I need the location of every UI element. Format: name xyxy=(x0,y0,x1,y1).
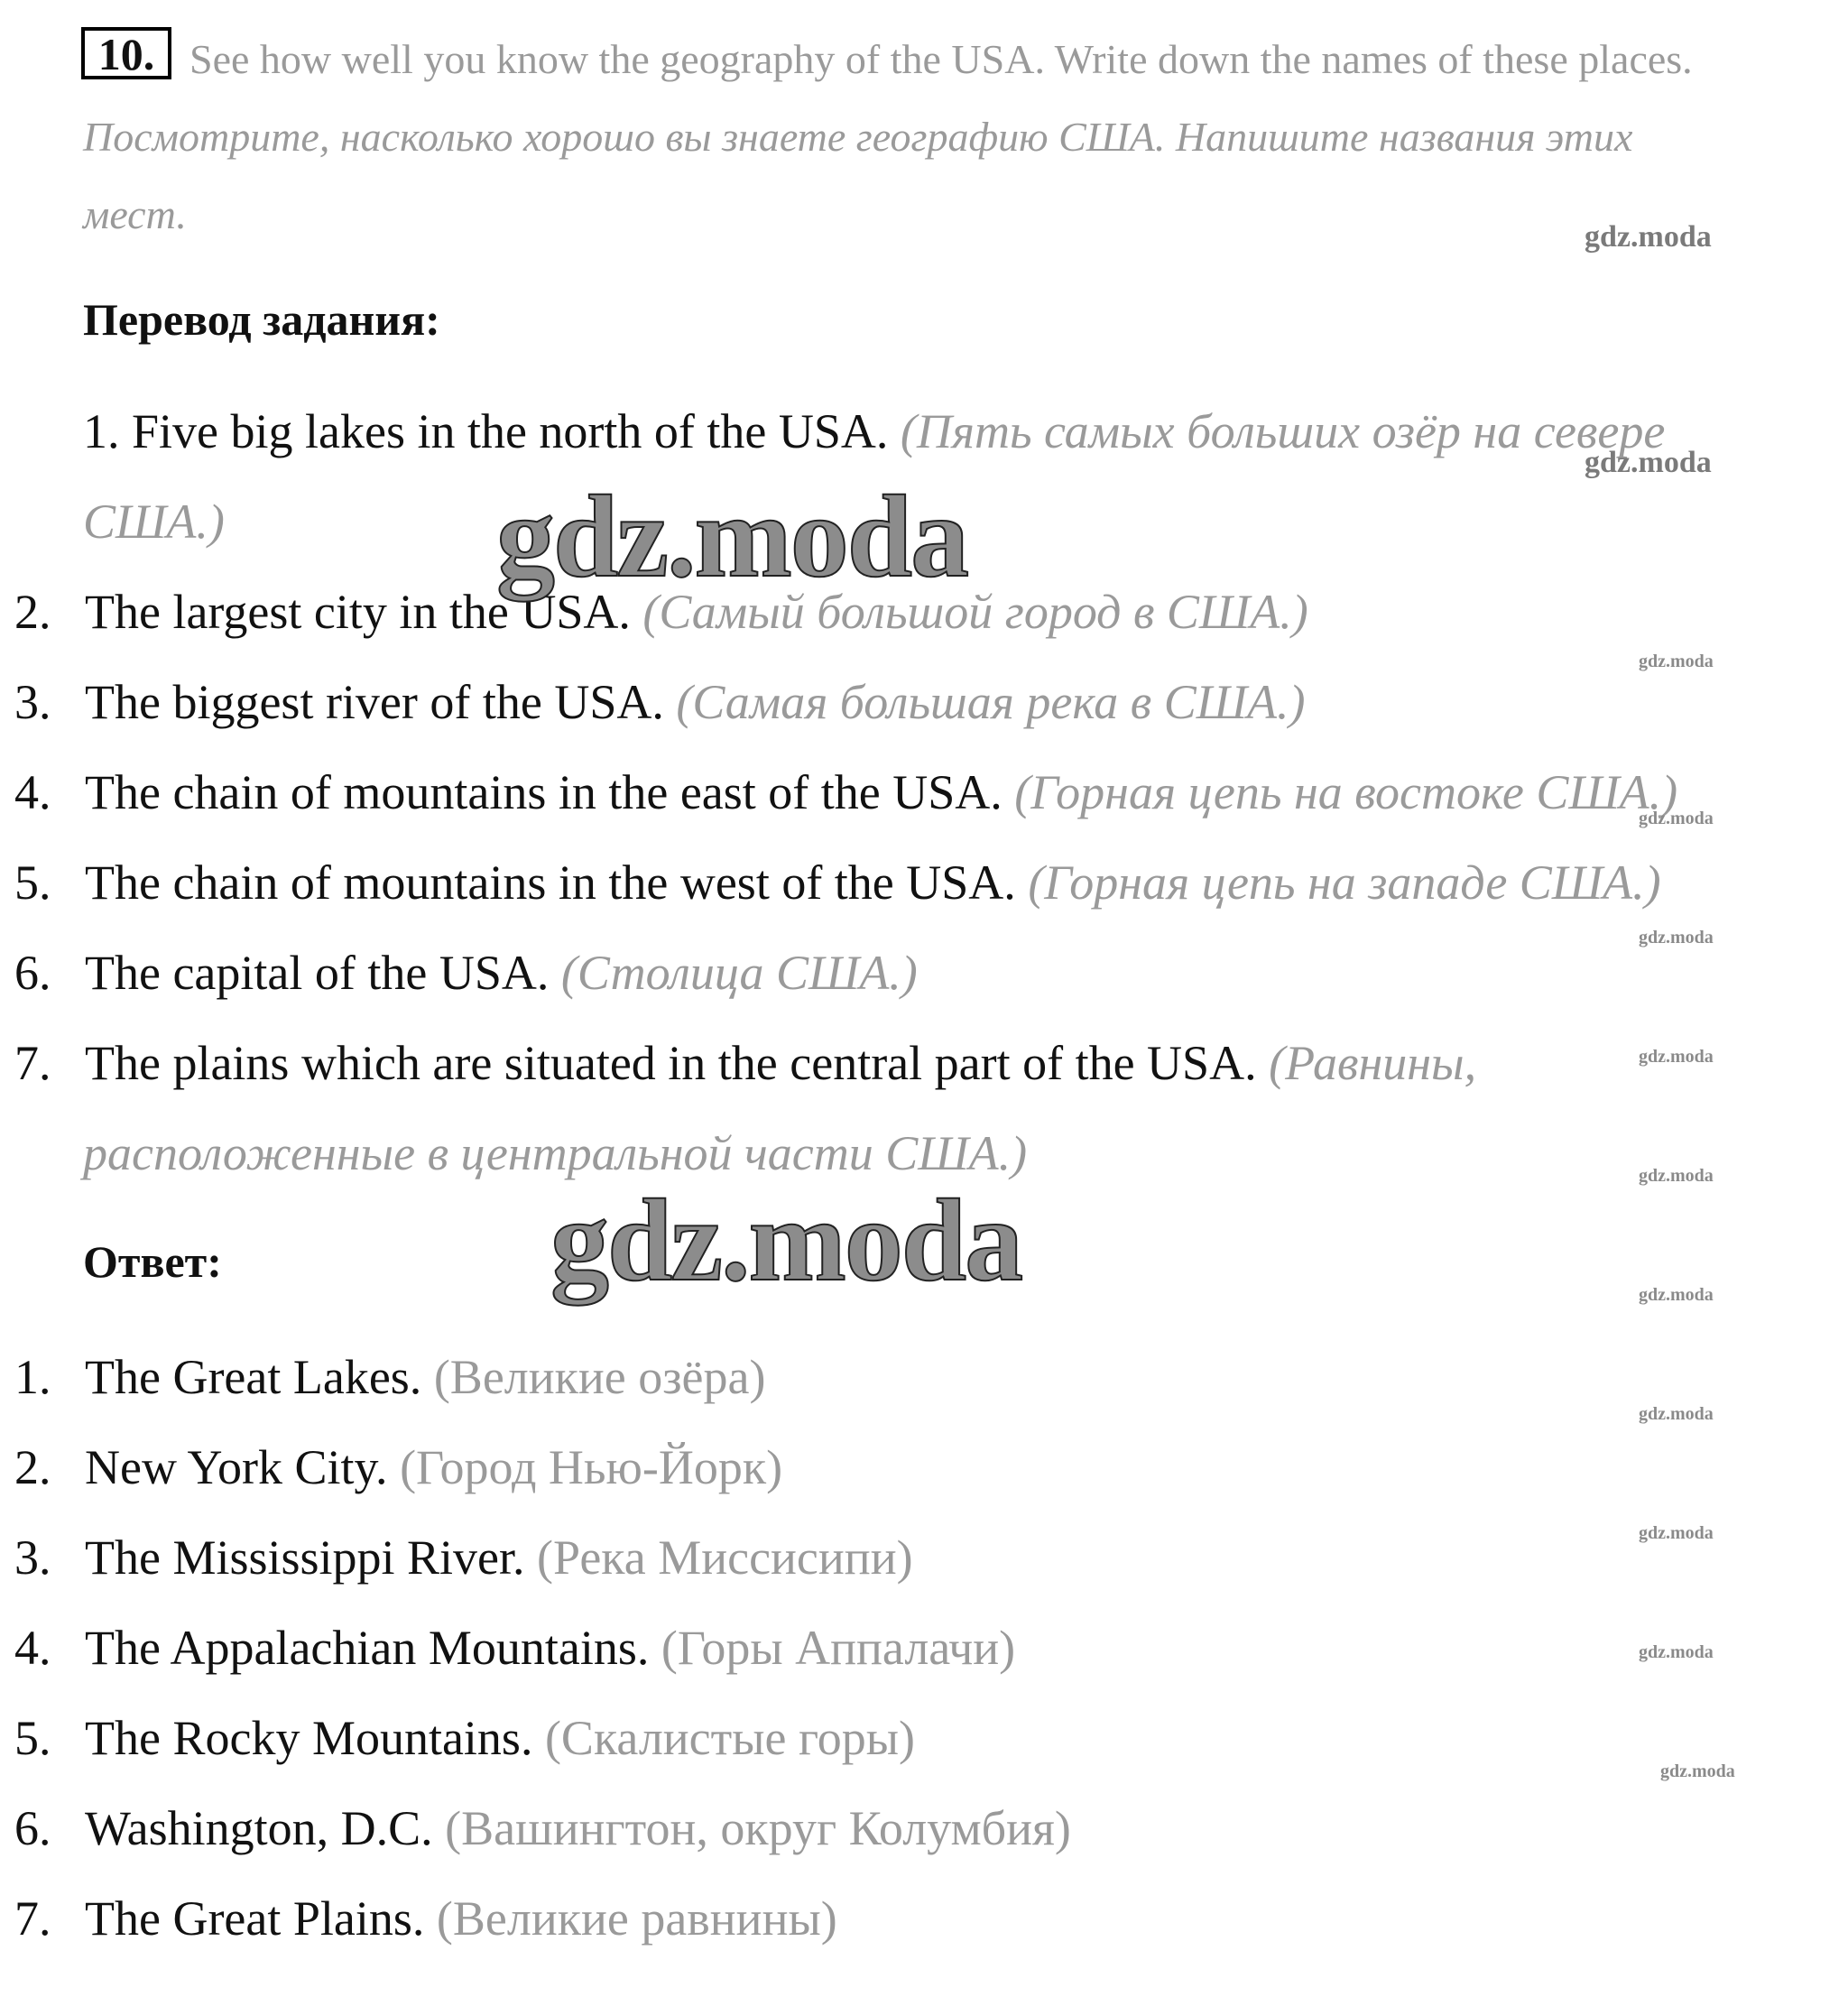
translation-item-1 xyxy=(83,404,1665,458)
translation-item-ru: (Самая большая река в США.) xyxy=(676,675,1306,729)
answer-item-num: 3. xyxy=(14,1530,51,1585)
answer-item-en: Washington, D.C. xyxy=(85,1801,433,1855)
translation-item-6 xyxy=(85,946,918,1000)
translation-item-num: 1. xyxy=(83,404,120,458)
translation-item-7 xyxy=(85,1036,1476,1090)
translation-item-en: The chain of mountains in the east of the USA. xyxy=(85,765,1003,819)
translation-item-ru: (Горная цепь на западе США.) xyxy=(1028,855,1661,910)
answer-item-en: The Appalachian Mountains. xyxy=(85,1621,650,1675)
answer-item-num: 6. xyxy=(14,1801,51,1855)
answer-item-ru: (Вашингтон, округ Колумбия) xyxy=(445,1801,1071,1855)
answer-item-en: The Great Lakes. xyxy=(85,1350,422,1404)
answer-item-6 xyxy=(85,1801,1071,1855)
translation-item-num: 3. xyxy=(14,675,51,729)
translation-item-7-cont: расположенные в центральной части США.) xyxy=(83,1126,1028,1180)
answer-item-num: 7. xyxy=(14,1891,51,1946)
answer-item-num: 1. xyxy=(14,1350,51,1404)
translation-item-en: The chain of mountains in the west of the USA. xyxy=(85,855,1016,910)
task-number: 10. xyxy=(81,27,171,79)
answer-item-2 xyxy=(85,1440,782,1494)
translation-item-num: 7. xyxy=(14,1036,51,1090)
translation-heading: Перевод задания: xyxy=(83,294,440,345)
translation-item-3 xyxy=(85,675,1306,729)
answer-item-ru: (Горы Аппалачи) xyxy=(661,1621,1016,1675)
answer-item-ru: (Великие равнины) xyxy=(436,1891,837,1946)
answer-item-7 xyxy=(85,1891,837,1946)
answer-item-ru: (Скалистые горы) xyxy=(544,1711,916,1765)
answer-item-3 xyxy=(85,1530,913,1585)
watermark-small: gdz.moda xyxy=(1639,652,1714,671)
watermark-small: gdz.moda xyxy=(1639,1404,1714,1424)
answer-item-5 xyxy=(85,1711,915,1765)
answer-item-en: The Mississippi River. xyxy=(85,1530,525,1585)
translation-item-4 xyxy=(85,765,1677,819)
translation-item-ru: (Столица США.) xyxy=(560,946,918,1000)
watermark-medium: gdz.moda xyxy=(1585,446,1712,479)
answer-item-en: New York City. xyxy=(85,1440,388,1494)
watermark-small: gdz.moda xyxy=(1660,1761,1735,1781)
translation-item-ru: (Пять самых больших озёр на севере xyxy=(900,404,1666,458)
watermark-small: gdz.moda xyxy=(1639,1523,1714,1543)
instruction-en: See how well you know the geography of the USA. Write down the names of these places. xyxy=(189,36,1693,82)
translation-item-en: Five big lakes in the north of the USA. xyxy=(132,404,889,458)
translation-item-ru: (Горная цепь на востоке США.) xyxy=(1014,765,1678,819)
translation-item-en: The biggest river of the USA. xyxy=(85,675,664,729)
answer-item-4 xyxy=(85,1621,1015,1675)
translation-item-en: The largest city in the USA. xyxy=(85,585,631,639)
watermark-small: gdz.moda xyxy=(1639,1285,1714,1305)
watermark-small: gdz.moda xyxy=(1639,1642,1714,1662)
translation-item-num: 6. xyxy=(14,946,51,1000)
watermark-small: gdz.moda xyxy=(1639,1166,1714,1186)
answer-item-num: 5. xyxy=(14,1711,51,1765)
watermark-large: gdz.moda xyxy=(496,472,968,602)
translation-item-ru: (Равнины, xyxy=(1269,1036,1477,1090)
watermark-small: gdz.moda xyxy=(1639,1047,1714,1067)
instruction-ru-line2: мест. xyxy=(83,191,187,237)
watermark-small: gdz.moda xyxy=(1639,809,1714,828)
translation-item-num: 5. xyxy=(14,855,51,910)
translation-item-en: The capital of the USA. xyxy=(85,946,550,1000)
answer-item-ru: (Город Нью-Йорк) xyxy=(400,1440,783,1494)
answer-item-1 xyxy=(85,1350,765,1404)
translation-item-num: 4. xyxy=(14,765,51,819)
translation-item-num: 2. xyxy=(14,585,51,639)
translation-item-ru: (Самый большой город в США.) xyxy=(642,585,1308,639)
watermark-large: gdz.moda xyxy=(550,1176,1022,1306)
answer-heading: Ответ: xyxy=(83,1236,222,1287)
translation-item-5 xyxy=(85,855,1661,910)
instruction-ru-line1: Посмотрите, насколько хорошо вы знаете географию США. Напишите названия этих xyxy=(83,114,1633,160)
answer-item-en: The Rocky Mountains. xyxy=(85,1711,533,1765)
watermark-small: gdz.moda xyxy=(1639,928,1714,948)
answer-item-ru: (Река Миссисипи) xyxy=(537,1530,913,1585)
answer-item-num: 2. xyxy=(14,1440,51,1494)
answer-item-en: The Great Plains. xyxy=(85,1891,425,1946)
translation-item-en: The plains which are situated in the central part of the USA. xyxy=(85,1036,1257,1090)
answer-item-num: 4. xyxy=(14,1621,51,1675)
answer-item-ru: (Великие озёра) xyxy=(433,1350,766,1404)
translation-item-1-cont: США.) xyxy=(83,495,225,549)
watermark-medium: gdz.moda xyxy=(1585,220,1712,254)
